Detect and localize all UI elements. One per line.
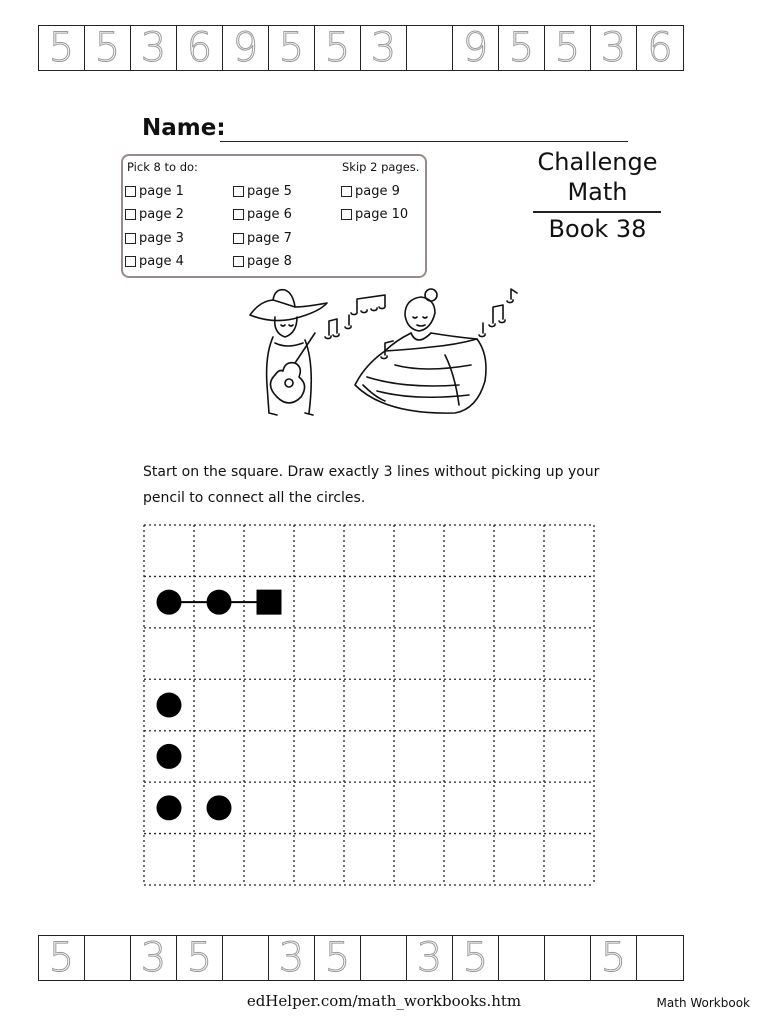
traced-digit: 6 bbox=[186, 25, 213, 71]
digit-cell bbox=[177, 26, 223, 70]
digit-cell bbox=[499, 26, 545, 70]
digit-cell bbox=[39, 26, 85, 70]
puzzle-circle bbox=[207, 590, 232, 615]
digit-cell bbox=[131, 26, 177, 70]
page-checkbox-2[interactable]: page 2 bbox=[125, 207, 184, 222]
digit-cell bbox=[453, 936, 499, 980]
digit-cell bbox=[407, 936, 453, 980]
start-square bbox=[257, 590, 282, 615]
digit-cell bbox=[315, 936, 361, 980]
instructions-line-2: pencil to connect all the circles. bbox=[143, 490, 366, 506]
digit-cell bbox=[637, 936, 683, 980]
digit-cell bbox=[131, 936, 177, 980]
digit-cell bbox=[545, 26, 591, 70]
footer-url[interactable]: edHelper.com/math_workbooks.htm bbox=[246, 992, 522, 1010]
title-divider bbox=[533, 211, 661, 213]
footer-label: Math Workbook bbox=[656, 996, 750, 1010]
title-line-2: Math bbox=[567, 178, 628, 206]
name-line bbox=[220, 141, 628, 142]
traced-digit: 3 bbox=[416, 935, 443, 981]
digit-cell bbox=[177, 936, 223, 980]
traced-digit: 9 bbox=[462, 25, 489, 71]
traced-digit: 5 bbox=[48, 935, 75, 981]
digit-cell bbox=[637, 26, 683, 70]
traced-digit: 3 bbox=[140, 935, 167, 981]
digit-cell bbox=[223, 936, 269, 980]
page-checkbox-10[interactable]: page 10 bbox=[341, 207, 408, 222]
checkbox-icon bbox=[341, 209, 352, 220]
digit-cell bbox=[39, 936, 85, 980]
page-checkbox-4[interactable]: page 4 bbox=[125, 254, 184, 269]
traced-digit: 5 bbox=[186, 935, 213, 981]
guitar-icon bbox=[270, 363, 304, 403]
dancers-illustration bbox=[245, 285, 525, 420]
page-checkbox-3[interactable]: page 3 bbox=[125, 231, 184, 246]
page-checkbox-1[interactable]: page 1 bbox=[125, 184, 184, 199]
traced-digit: 3 bbox=[370, 25, 397, 71]
digit-cell bbox=[591, 936, 637, 980]
checkbox-icon bbox=[125, 256, 136, 267]
puzzle-circle bbox=[157, 795, 182, 820]
top-digit-strip bbox=[38, 25, 684, 71]
checkbox-icon bbox=[233, 233, 244, 244]
connect-puzzle-grid[interactable] bbox=[143, 524, 595, 886]
instructions-line-1: Start on the square. Draw exactly 3 lines without picking up your bbox=[143, 464, 600, 480]
title-line-3: Book 38 bbox=[548, 215, 647, 243]
digit-cell bbox=[85, 936, 131, 980]
checkbox-icon bbox=[125, 209, 136, 220]
puzzle-circle bbox=[157, 693, 182, 718]
digit-cell bbox=[85, 26, 131, 70]
digit-cell bbox=[269, 26, 315, 70]
checkbox-icon bbox=[341, 186, 352, 197]
bottom-digit-strip bbox=[38, 935, 684, 981]
traced-digit: 5 bbox=[508, 25, 535, 71]
music-note-icon bbox=[325, 319, 339, 339]
digit-cell bbox=[315, 26, 361, 70]
traced-digit: 5 bbox=[278, 25, 305, 71]
name-label: Name: bbox=[142, 115, 226, 141]
digit-cell bbox=[223, 26, 269, 70]
digit-cell bbox=[591, 26, 637, 70]
traced-digit: 5 bbox=[324, 25, 351, 71]
traced-digit: 3 bbox=[278, 935, 305, 981]
page-checkbox-6[interactable]: page 6 bbox=[233, 207, 292, 222]
checkbox-icon bbox=[233, 209, 244, 220]
traced-digit: 6 bbox=[647, 25, 673, 71]
digit-cell bbox=[499, 936, 545, 980]
checkbox-icon bbox=[125, 186, 136, 197]
traced-digit: 9 bbox=[232, 25, 259, 71]
traced-digit: 5 bbox=[554, 25, 581, 71]
digit-cell bbox=[453, 26, 499, 70]
traced-digit: 3 bbox=[140, 25, 167, 71]
title-line-1: Challenge bbox=[537, 148, 658, 176]
page-checkbox-7[interactable]: page 7 bbox=[233, 231, 292, 246]
page-checkbox-8[interactable]: page 8 bbox=[233, 254, 292, 269]
page-selection-box bbox=[121, 154, 427, 278]
digit-cell bbox=[545, 936, 591, 980]
skip-title: Skip 2 pages. bbox=[342, 160, 420, 174]
puzzle-circle bbox=[207, 795, 232, 820]
checkbox-icon bbox=[233, 256, 244, 267]
pick-title: Pick 8 to do: bbox=[127, 160, 198, 174]
puzzle-circle bbox=[157, 744, 182, 769]
digit-cell bbox=[361, 26, 407, 70]
checkbox-icon bbox=[233, 186, 244, 197]
digit-cell bbox=[361, 936, 407, 980]
page-checkbox-9[interactable]: page 9 bbox=[341, 184, 400, 199]
page-checkbox-5[interactable]: page 5 bbox=[233, 184, 292, 199]
traced-digit: 5 bbox=[462, 935, 489, 981]
puzzle-circle bbox=[157, 590, 182, 615]
traced-digit: 5 bbox=[324, 935, 351, 981]
traced-digit: 3 bbox=[600, 25, 627, 71]
checkbox-icon bbox=[125, 233, 136, 244]
traced-digit: 5 bbox=[600, 935, 627, 981]
traced-digit: 5 bbox=[48, 25, 75, 71]
traced-digit: 5 bbox=[94, 25, 121, 71]
digit-cell bbox=[407, 26, 453, 70]
digit-cell bbox=[269, 936, 315, 980]
